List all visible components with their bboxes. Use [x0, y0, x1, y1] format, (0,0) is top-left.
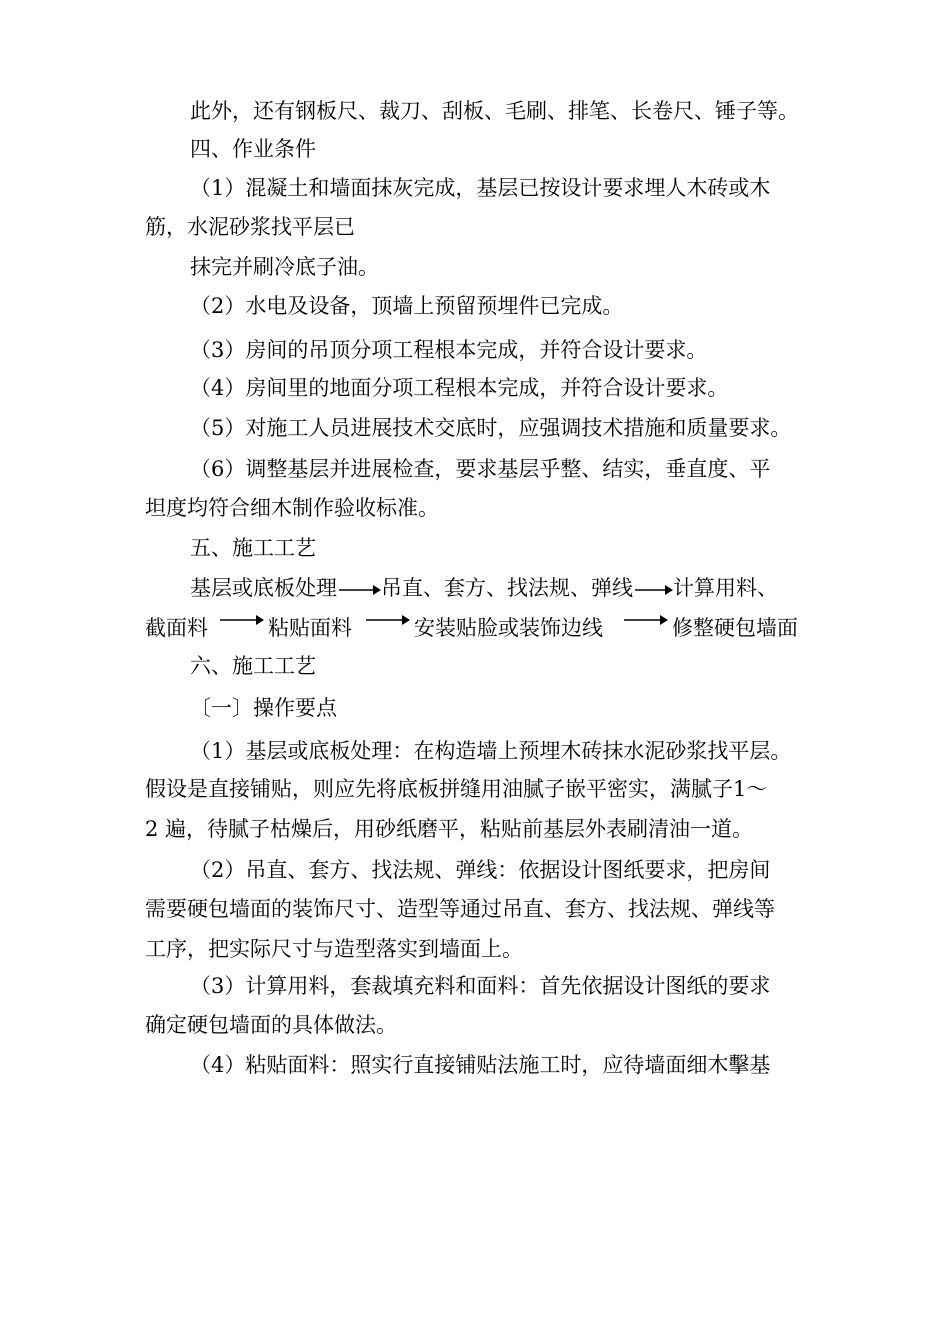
flow-step-finish-wall: 修整硬包墙面	[672, 616, 798, 640]
right-arrow-icon	[622, 604, 668, 632]
section-heading-process-2: 六、施工工艺	[190, 654, 316, 678]
paragraph-line: （3）计算用料，套裁填充料和面料：首先依据设计图纸的要求	[190, 974, 771, 998]
flow-step-cut-fabric: 截面料	[145, 616, 208, 640]
paragraph-line: 假设是直接铺贴，则应先将底板拼缝用油腻子嵌平密实，满腻子1～	[145, 777, 768, 801]
paragraph-line: 工序，把实际尺寸与造型落实到墙面上。	[145, 937, 523, 961]
section-heading-work-conditions: 四、作业条件	[190, 137, 316, 161]
paragraph-line: （5）对施工人员进展技术交底时，应强调技术措施和质量要求。	[190, 416, 792, 440]
flow-step-paste-fabric: 粘贴面料	[268, 616, 352, 640]
paragraph-line: （6）调整基层并进展检查，要求基层乎整、结实，垂直度、平	[190, 457, 771, 481]
section-heading-process: 五、施工工艺	[190, 536, 316, 560]
paragraph-line: （3）房间的吊顶分项工程根本完成，并符合设计要求。	[190, 338, 708, 362]
right-arrow-icon	[364, 604, 410, 632]
flow-step-calc-materials: 计算用料、	[673, 576, 778, 600]
paragraph-line: 坦度均符合细木制作验收标准。	[145, 496, 439, 520]
right-arrow-icon	[218, 604, 264, 632]
paragraph-line: （2）吊直、套方、找法规、弹线：依据设计图纸要求，把房间	[190, 858, 771, 882]
paragraph-line: 2 遍，待腻子枯燥后，用砂纸磨平，粘贴前基层外表刷清油一道。	[145, 817, 754, 841]
paragraph-line: 抹完并刷冷底子油。	[190, 255, 379, 279]
paragraph-line: （4）粘贴面料：照实行直接铺贴法施工时，应待墙面细木擊基	[190, 1053, 771, 1077]
process-flow-row-1	[190, 574, 778, 602]
paragraph-line: 需要硬包墙面的装饰尺寸、造型等通过吊直、套方、找法规、弹线等	[145, 897, 775, 921]
flow-step-install-trim: 安装贴脸或装饰边线	[414, 616, 603, 640]
subsection-heading-key-points: 〔一〕操作要点	[190, 696, 337, 720]
flow-step-base-treatment: 基层或底板处理	[190, 576, 337, 600]
right-arrow-icon	[337, 574, 381, 602]
flow-step-layout-lines: 吊直、套方、找法规、弹线	[381, 576, 633, 600]
right-arrow-icon	[633, 574, 673, 602]
paragraph-line: （2）水电及设备，顶墙上预留预埋件已完成。	[190, 294, 624, 318]
paragraph-line: 确定硬包墙面的具体做法。	[145, 1013, 397, 1037]
paragraph-line: （4）房间里的地面分项工程根本完成，并符合设计要求。	[190, 376, 729, 400]
paragraph-line: （1）混凝土和墙面抹灰完成，基层已按设计要求埋人木砖或木	[190, 176, 771, 200]
paragraph-line: （1）基层或底板处理：在构造墙上预埋木砖抹水泥砂浆找平层。	[190, 739, 792, 763]
paragraph-line: 筋，水泥砂浆找平层已	[145, 215, 355, 239]
paragraph-line-tools: 此外，还有钢板尺、裁刀、刮板、毛刷、排笔、长卷尺、锤子等。	[190, 99, 799, 123]
